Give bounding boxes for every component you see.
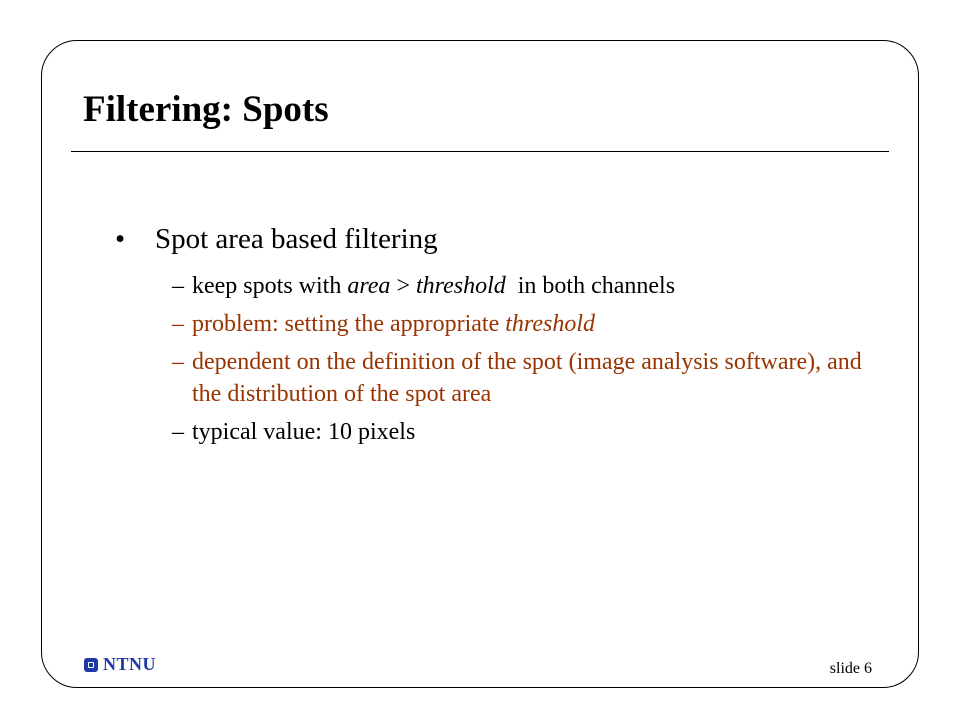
slide-title: Filtering: Spots (83, 89, 329, 130)
main-bullet-text: Spot area based filtering (155, 223, 438, 255)
sub-bullet-text (192, 308, 870, 340)
sub-bullet-text (192, 270, 870, 302)
main-bullet (110, 218, 870, 260)
bullet-marker: • (115, 223, 126, 255)
ntnu-logo (84, 654, 156, 675)
ntnu-logo-text: NTNU (103, 654, 157, 674)
sub-bullet-list (172, 270, 870, 448)
ntnu-logo-icon (84, 658, 98, 672)
text-run-italic: threshold (505, 311, 596, 337)
slide-number: slide 6 (829, 660, 872, 677)
text-run: > (390, 273, 416, 299)
text-run-italic: area (347, 273, 391, 299)
sub-bullet-text: dependent on the definition of the spot (image analysis software), and the distribution of the spot area (192, 349, 862, 407)
sub-bullet-text: typical value: 10 pixels (192, 419, 416, 445)
text-run: keep spots with (192, 273, 348, 299)
text-run: in both channels (505, 273, 676, 299)
sub-bullet-problem (172, 308, 870, 340)
sub-bullet-dependent (172, 346, 870, 410)
dash-marker: – (172, 419, 184, 445)
dash-marker: – (172, 273, 184, 299)
text-run-italic: threshold (415, 273, 506, 299)
title-divider (71, 151, 889, 152)
dash-marker: – (172, 349, 184, 375)
text-run: problem: setting the appropriate (192, 311, 506, 337)
sub-bullet-typical-value (172, 416, 870, 448)
slide-content (110, 218, 870, 454)
sub-bullet-area-threshold (172, 270, 870, 302)
dash-marker: – (172, 311, 184, 337)
